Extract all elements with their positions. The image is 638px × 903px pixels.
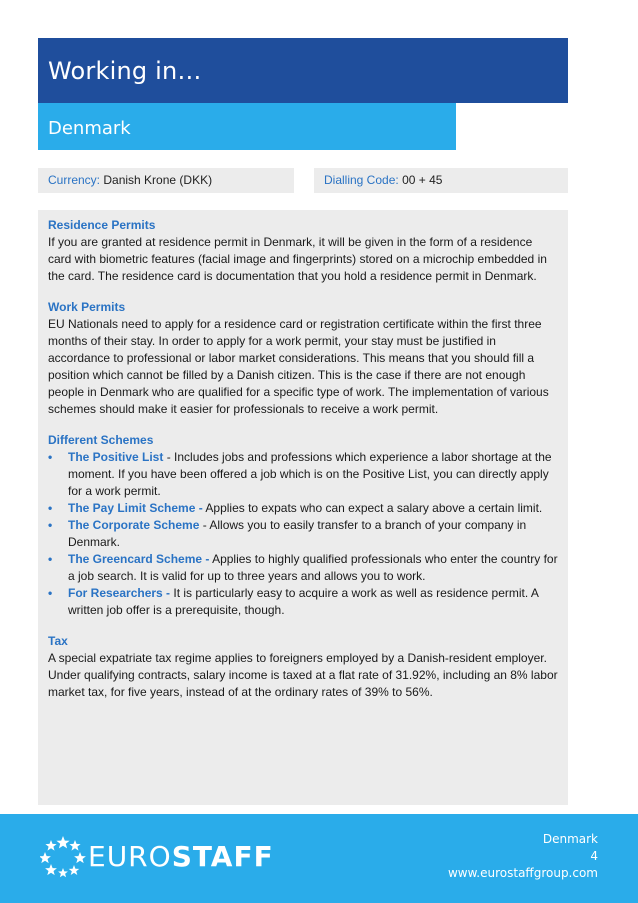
work-permits-text: EU Nationals need to apply for a residence card or registration certificate within the first three months of their stay. In order to apply for a work permit, your stay must be justified in accordance to professional or labor market considerations. This means that you should fill a position which cannot be filled by a Danish citizen. This is the case if there are not enough people in Denmark who are qualified for a specific type of work. The implementation of various schemes should make it easier for professionals to receive a work permit.: [48, 317, 549, 416]
bullet-icon: •: [48, 518, 53, 532]
bullet-icon: •: [48, 450, 53, 464]
dialling-code-box: [314, 168, 568, 193]
scheme-text: Applies to expats who can expect a salary above a certain limit.: [202, 501, 543, 515]
page-title: Working in…: [48, 57, 202, 85]
residence-permits-text: If you are granted at residence permit in Denmark, it will be given in the form of a residence card with biometric features (facial image and fingerprints) stored on a microchip embedded in the card. The residence card is documentation that you hold a residence permit in Denmark.: [48, 235, 547, 283]
footer-country: Denmark: [542, 832, 598, 846]
scheme-name: The Corporate Scheme: [68, 518, 200, 532]
page-number: 4: [590, 849, 598, 863]
list-item: [48, 500, 558, 517]
bullet-icon: •: [48, 552, 53, 566]
country-banner: [38, 103, 456, 150]
footer-info: [448, 831, 598, 882]
residence-permits-heading: Residence Permits: [48, 218, 156, 232]
list-item: [48, 585, 558, 619]
scheme-name: The Pay Limit Scheme -: [68, 501, 203, 515]
scheme-text: - Includes jobs and professions which experience a labor shortage at the moment. If you have been offered a job which is on the Positive List, you can directly apply for a work permit.: [68, 450, 552, 498]
scheme-text: It is particularly easy to acquire a work as well as residence permit. A written job offer is a prerequisite, though.: [68, 586, 539, 617]
logo-wordmark: [88, 840, 274, 873]
list-item: [48, 449, 558, 500]
scheme-text: - Allows you to easily transfer to a branch of your company in Denmark.: [68, 518, 527, 549]
website-link[interactable]: www.eurostaffgroup.com: [447, 866, 598, 880]
scheme-name: The Greencard Scheme -: [68, 552, 210, 566]
dialling-label: Dialling Code:: [324, 173, 399, 187]
schemes-heading: Different Schemes: [48, 433, 154, 447]
eurostaff-logo: [40, 836, 274, 876]
tax-text: A special expatriate tax regime applies to foreigners employed by a Danish-resident employer. Under qualifying contracts, salary income is taxed at a flat rate of 31.92%, including an 8% labor market tax, for five years, instead of at the ordinary rates of 39% to 56%.: [48, 651, 558, 699]
stars-icon: [40, 836, 86, 880]
list-item: [48, 517, 558, 551]
scheme-name: The Positive List: [68, 450, 164, 464]
dialling-value: 00 + 45: [402, 173, 443, 187]
scheme-text: Applies to highly qualified professionals who enter the country for a job search. It is valid for up to three years and allows you to work.: [68, 552, 558, 583]
bullet-icon: •: [48, 586, 53, 600]
tax-heading: Tax: [48, 634, 68, 648]
work-permits-heading: Work Permits: [48, 300, 126, 314]
logo-wordmark-light: EURO: [88, 840, 172, 873]
bullet-icon: •: [48, 501, 53, 515]
currency-box: [38, 168, 294, 193]
country-title: Denmark: [48, 118, 131, 139]
logo-wordmark-bold: STAFF: [171, 840, 274, 873]
scheme-name: For Researchers -: [68, 586, 171, 600]
currency-value: Danish Krone (DKK): [103, 173, 213, 187]
title-banner: [38, 38, 568, 103]
schemes-list: [48, 449, 558, 619]
footer: [0, 814, 638, 903]
list-item: [48, 551, 558, 585]
content-panel: [38, 210, 568, 805]
currency-label: Currency:: [48, 173, 101, 187]
